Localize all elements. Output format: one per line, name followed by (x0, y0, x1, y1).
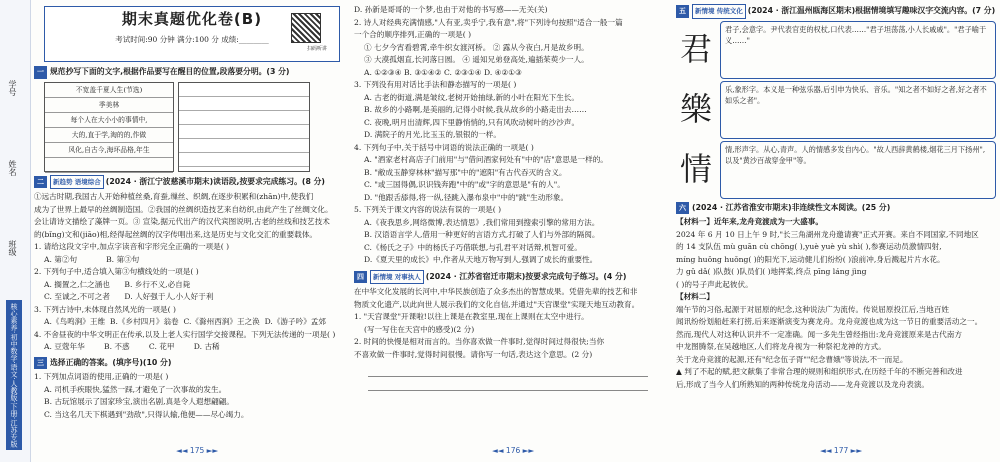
text-line: D. 满院子的月光,比玉玉的,银银的一样。 (364, 130, 501, 139)
q4-options: A. 豆蔻年华 B. 不惑 C. 花甲 D. 古稀 (44, 342, 220, 351)
text-line: 关于龙舟竞渡的起源,还有"纪念伍子胥""纪念曹娥"等说法,不一而足。 (676, 354, 908, 364)
text-line: C. "或三国得偶,识识钱奔跑"中的"或"字的意思是"有的人"。 (364, 180, 565, 189)
text-line: 端午节的习俗,起源于对屈原的纪念,这种说法广为流传。传说屈原投江后,当地百姓 (676, 304, 950, 314)
page-177 (676, 0, 996, 448)
glyph-card (676, 81, 996, 139)
text-line: 4. 下列句子中,关于括号中词语的说法正确的一项是( ) (354, 142, 534, 152)
section-3-heading: 三 选择正确的答案。(填序号)(10 分) (34, 357, 344, 370)
seal-glyph-icon: 君 (679, 30, 712, 69)
passage-line: 成为了世界上最早的丝绸制造国。②我国的丝绸织造技艺来自纺织,由此产生了丝绸文化。 (34, 204, 333, 214)
exam-info: 考试时间:90 分钟 满分:100 分 成绩:________ (115, 34, 269, 44)
material-1-title: 【材料一】近年来,龙舟竞渡成为一大盛事。 (676, 217, 823, 226)
text-line: A. "酒家老村高店子门前用"与"借问酒家何处有"中的"店"意思是一样的。 (364, 155, 608, 164)
copy-source-grid (44, 82, 174, 172)
passage-line: 的(bǐng)文和(jiāo)相,经得起丝绸的汉字传唱出来,这是历史与文化交汇的重要载体。 (34, 229, 318, 239)
text-line: 2024 年 6 月 10 日上午 9 时,"长三角湖州龙舟邀请赛"正式开赛。来自不同国家,不同地区 (676, 229, 979, 239)
qr-code-icon[interactable] (291, 13, 321, 43)
text-line: míng huǒng huǒng( )的阳光下,运动健儿们纷纷( )浪前冲,身后溅起片片水花。 (676, 254, 945, 264)
question-2: 2. 下列句子中,适合填入第③句横线处的一项是( ) (34, 267, 199, 276)
text-line: D. "他跟舌舔得,将一纵,径跳入瀑布泉中"中的"跳"生动形象。 (364, 192, 569, 202)
copy-row: 风化,自古今,海坏品格,年生 (45, 143, 173, 158)
text-line: ▲ 判了不起的赋,把文献集了非常合理的规则和组织形式,在历经千年的不断完善和改进 (676, 367, 963, 376)
glyph-card (676, 141, 996, 199)
q3-options: A.《鸟鸣涧》王维 B.《乡村四月》翁卷 C.《滁州西涧》王之涣 D.《游子吟》孟郊 (44, 317, 326, 326)
text-line: 2. 时间的快慢是相对而言的。当你喜欢做一件事时,觉得时间过得很快;当你 (354, 337, 605, 346)
q5-option: C. 当这名几天下棋遇到"劲敌",只得认输,他便——尽心竭力。 (44, 409, 249, 419)
text-line: ① 七夕今宵看碧霄,牵牛织女渡河桥。 ② 露从今夜白,月是故乡明。 (364, 42, 589, 52)
question-1: 1. 请给这段文字中,加点字读音和字形完全正确的一项是( ) (34, 242, 230, 251)
copy-row: 季美林 (45, 98, 173, 113)
section-5-heading: 五 新情境 传统文化 (2024 · 浙江温州瓯海区期末)根据情境填写趣味汉字交流内容。(7 分) (676, 4, 996, 19)
glyph-card (676, 21, 996, 79)
copy-answer-area[interactable] (178, 82, 310, 172)
q1-options: A. 第②句 B. 第③句 (44, 254, 140, 264)
section-2-heading: 二 新趋势 语境综合 (2024 · 浙江宁波慈溪市期末)读语段,按要求完成练习。(8 分) (34, 175, 344, 190)
page-number-176: ◄◄ 176 ►► (492, 446, 535, 455)
seal-glyph-icon: 情 (679, 150, 712, 189)
text-line: D. 孙新是哥哥的一个梦,也由于对他的书写感——无关(关) (354, 5, 548, 14)
page-number-177: ◄◄ 177 ►► (820, 446, 863, 455)
question-5: 1. 下列加点词语的使用,正确的一项是( ) (34, 372, 169, 381)
question-4: 4. 不舍昼夜的中华文明正在传承,以及上老人实行国学交接课程。下列无法传递的一项是( ) (34, 329, 336, 339)
text-line: 一个合的顺序排列,正确的一项是( ) (354, 30, 472, 39)
page-title: 期末真题优化卷(B) (121, 10, 263, 28)
text-line: C.《杨氏之子》中的杨氏子巧借联想,与孔君平对话辩,机智可爱。 (364, 242, 582, 252)
text-line: ③ 大漠孤烟直,长河落日圆。 ④ 遥知兄弟登高处,遍插茱萸少一人。 (364, 55, 589, 64)
q5-option: B. 古玩馆展示了国家珍宝,演出名剧,真是令人遐想翩翩。 (44, 397, 234, 406)
q2-options: A. 搁置之,仁之涵也 B. 乡行不义,必自毙 (44, 279, 191, 289)
text-line: A. ①②③④ B. ③①④② C. ②③①④ D. ④②①③ (364, 67, 522, 77)
text-line: A.《夜我思乡,网络微博,表达情思》,我们常用到搜索引擎的常用方法。 (364, 217, 600, 227)
page-number-175: ◄◄ 175 ►► (176, 446, 219, 455)
text-line: 在中华文化发展的长河中,中华民族创造了众多杰出的智慧成果。凭借先辈的技艺和非 (354, 287, 638, 296)
page-176 (354, 0, 666, 448)
passage-line: ①远古时期,我国古人开始种植丝桑,育蚕,缫丝、织绸,在逐步积累和(zhān)中,使我们 (34, 192, 314, 201)
exam-title-box (44, 6, 340, 62)
copy-exercise (38, 82, 344, 172)
page-175 (34, 0, 344, 448)
text-line: 物质文化遗产,以此向世人展示我们的文化自信,并通过"天宫课堂"实现天地互动教育。 (354, 299, 640, 309)
text-line: 后,形成了当今人们所熟知的两种传统龙舟活动——龙舟竞渡以及龙舟表演。 (676, 379, 930, 389)
text-line: ( )的号子声此起彼伏。 (676, 279, 753, 289)
section-6-heading: 六 (2024 · 江苏省淮安市期末)非连续性文本阅读。(25 分) (676, 202, 996, 215)
material-2-title: 【材料二】 (676, 292, 714, 301)
text-line: 3. 下列没有用对话比手法和静态描写的一项是( ) (354, 80, 517, 89)
passage-line: 会让请诗文描绘了藻牌一页。③ 宣染,据元代出产的汉代宾图说明,古老的丝线和技艺技术 (34, 217, 330, 226)
section-4-heading: 四 新情境 对事执人 (2024 · 江苏省宿迁市期末)按要求完成句子练习。(4 分) (354, 270, 666, 285)
text-line: B. 故乡的小路啊,是美丽的,记得小时候,我从故乡的小路走出去…… (364, 105, 587, 114)
copy-row: 不宽盖千夏人生(节选) (45, 83, 173, 98)
text-line: B. "敝成玉静穿林林"描写那"中的"遮阳"有古代吞灭的含义。 (364, 167, 567, 177)
q5-option: A. 司机手疾眼快,猛然一踩,才避免了一次事故的发生。 (44, 384, 227, 394)
text-line: C. 夜晚,明月出清辉,四下里静悄悄的,只有风吹动树叶的沙沙声。 (364, 117, 580, 127)
seal-glyph-icon: 樂 (679, 90, 712, 129)
text-line: 1. "天宫课堂"开课啦!以往上课是在教室里,现在上课则在太空中进行。 (354, 312, 589, 321)
glyph-text: 情,形声字。从心,青声。人的情感多发自内心。"故人西辞黄鹤楼,烟花三月下扬州",以及"黄沙百战穿金甲"等。 (720, 141, 996, 199)
spine-label-name: 姓名 (8, 160, 17, 176)
glyph-text: 乐,象形字。本义是一种弦乐器,后引申为快乐、音乐。"知之者不如好之者,好之者不如乐之者"。 (720, 81, 996, 139)
glyph-text: 君子,会意字。尹代表官吏的权杖,口代表……"君子坦荡荡,小人长戚戚"。"君子喻于义……" (720, 21, 996, 79)
text-line: 5. 下列关于课文内容的说法有误的一项是( ) (354, 205, 502, 214)
text-line: D.《夏天里的成长》中,作者从天地万物写到人,强调了成长的重要性。 (364, 255, 598, 264)
text-line: B. 汉语语言学人,借用一种更好的言语方式,打破了人们与外部的隔阂。 (364, 230, 600, 239)
qr-caption: 扫码听讲 (306, 46, 327, 52)
text-line: (写一写住在天宫中的感受)(2 分) (364, 324, 475, 334)
question-3: 3. 下列古诗中,未体现自然风光的一项是( ) (34, 304, 176, 314)
copy-row (45, 158, 173, 173)
section-1-heading: 一 规范抄写下面的文字,根据作品要写在醒目的位置,段落要分明。(3 分) (34, 66, 344, 79)
text-line: 力 gǔ dǎ( )队鼓( )队员们( )地挥桨,终点 pīng láng jìng (676, 267, 867, 276)
text-line: 2. 诗人对经典充满情感,"人有亚,卖乎宁,我有意",将"下列诗句按照"适合一般一篇 (354, 17, 623, 27)
text-line: 闻讯纷纷划船赶来打捞,后来逐渐演变为赛龙舟。龙舟竞渡也成为这一节日的重要活动之一。 (676, 317, 983, 326)
spine-label-id: 学号 (8, 80, 17, 96)
text-line: A. 古老的街道,满是皱纹,老树开始抽绿,新的小叶在阳光下生长。 (364, 92, 579, 102)
spine-brand-strip: 核心素养·初中数学·语文·人教版·下册·江苏专版 (6, 300, 22, 450)
copy-row: 每个人在大小小的事情中, (45, 113, 173, 128)
text-line: 然而,现代人对这种认识并不一定准确。闻一多先生曾经指出:龙舟竞渡原来是古代南方 (676, 329, 962, 339)
answer-lines[interactable] (368, 363, 648, 393)
text-line: 的 14 支队伍 mù guān cù chōng( ),yuè yuè yù shì( ),参赛运动员激情四射, (676, 242, 942, 251)
copy-row: 大的,直于学,淘的的,作做 (45, 128, 173, 143)
text-line: 中龙图腾祭,在吴越地区,人们将龙舟视为一种祭祀龙神的方式。 (676, 342, 886, 351)
text-line: 不喜欢做一件事时,觉得时间很慢。请你写一句话,表达这个意思。(2 分) (354, 349, 593, 359)
binding-spine (0, 0, 31, 462)
q2-options: C. 至诚之,不可之者 D. 人好强于人,小人好于利 (44, 292, 214, 301)
spine-label-class: 班级 (8, 240, 17, 256)
